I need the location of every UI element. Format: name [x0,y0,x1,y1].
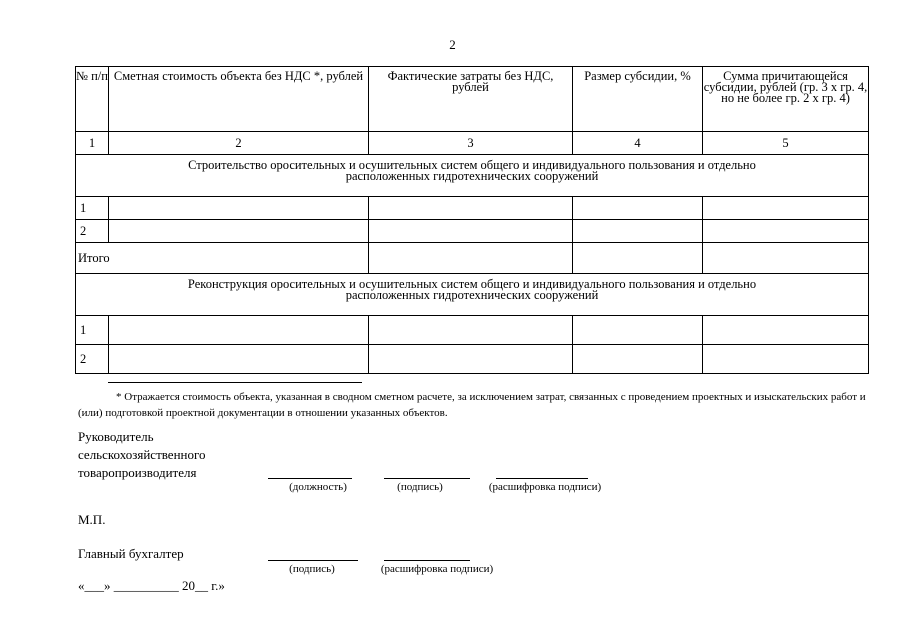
cell-total-actual[interactable] [369,243,573,274]
cell-actual-costs[interactable] [369,197,573,220]
cell-subsidy-amount[interactable] [703,220,869,243]
column-number: 4 [573,132,703,155]
column-number-row [76,132,869,155]
table-header-row [76,67,869,132]
acc-signature-line[interactable] [268,560,358,561]
section-title-row [76,155,869,197]
head-label-line2: сельскохозяйственного [78,447,206,462]
cell-estimated-cost[interactable] [109,316,369,345]
row-number: 1 [76,316,109,345]
column-number: 2 [109,132,369,155]
subsidy-table [75,66,869,374]
row-number: 2 [76,220,109,243]
accountant-label: Главный бухгалтер [78,546,184,561]
header-estimated-cost: Сметная стоимость объекта без НДС *, рублей [109,67,369,132]
total-row [76,243,869,274]
table-row [76,197,869,220]
cell-subsidy-amount[interactable] [703,345,869,374]
row-number: 2 [76,345,109,374]
footnote: * Отражается стоимость объекта, указанная в сводном сметном расчете, за исключением затрат, связанных с проведением проектных и изыскательских работ и (или) подготовкой проектной документации в отношении указанных объектов. [78,391,866,419]
position-caption: (должность) [289,481,347,493]
cell-estimated-cost[interactable] [109,345,369,374]
head-label-line3: товаропроизводителя [78,465,197,480]
total-label-cell [76,243,369,274]
cell-subsidy-rate[interactable] [573,197,703,220]
stamp-label: М.П. [78,512,106,527]
cell-total-amount[interactable] [703,243,869,274]
decode-line[interactable] [496,478,588,479]
table-row [76,345,869,374]
cell-actual-costs[interactable] [369,345,573,374]
column-number: 3 [369,132,573,155]
acc-decode-caption: (расшифровка подписи) [380,563,494,575]
section-title-reconstruction: Реконструкция оросительных и осушительных систем общего и индивидуального пользования и отдельно расположенных гидротехнических сооружений [76,274,869,316]
table-row [76,316,869,345]
header-actual-costs: Фактические затраты без НДС, рублей [369,67,573,132]
cell-subsidy-rate[interactable] [573,220,703,243]
date-line[interactable]: «___» __________ 20__ г.» [78,578,225,593]
row-number: 1 [76,197,109,220]
signature-caption: (подпись) [397,481,443,493]
cell-subsidy-rate[interactable] [573,316,703,345]
cell-total-rate[interactable] [573,243,703,274]
decode-caption: (расшифровка подписи) [488,481,602,493]
header-subsidy-amount: Сумма причитающейся субсидии, рублей (гр. 3 х гр. 4, но не более гр. 2 х гр. 4) [703,67,869,132]
position-line[interactable] [268,478,352,479]
section-title-construction: Строительство оросительных и осушительных систем общего и индивидуального пользования и отдельно расположенных гидротехнических сооружений [76,155,869,197]
column-number: 1 [76,132,109,155]
header-subsidy-rate: Размер субсидии, % [573,67,703,132]
section-title-row [76,274,869,316]
page-number: 2 [449,37,456,52]
column-number: 5 [703,132,869,155]
cell-subsidy-amount[interactable] [703,197,869,220]
table-row [76,220,869,243]
cell-actual-costs[interactable] [369,220,573,243]
total-label: Итого [78,250,110,265]
acc-decode-line[interactable] [384,560,470,561]
cell-subsidy-rate[interactable] [573,345,703,374]
head-label-line1: Руководитель [78,429,154,444]
cell-estimated-cost[interactable] [109,220,369,243]
header-number: № п/п [76,67,109,132]
cell-subsidy-amount[interactable] [703,316,869,345]
cell-actual-costs[interactable] [369,316,573,345]
footnote-divider [108,382,362,383]
cell-estimated-cost[interactable] [109,197,369,220]
signature-line[interactable] [384,478,470,479]
acc-signature-caption: (подпись) [289,563,335,575]
